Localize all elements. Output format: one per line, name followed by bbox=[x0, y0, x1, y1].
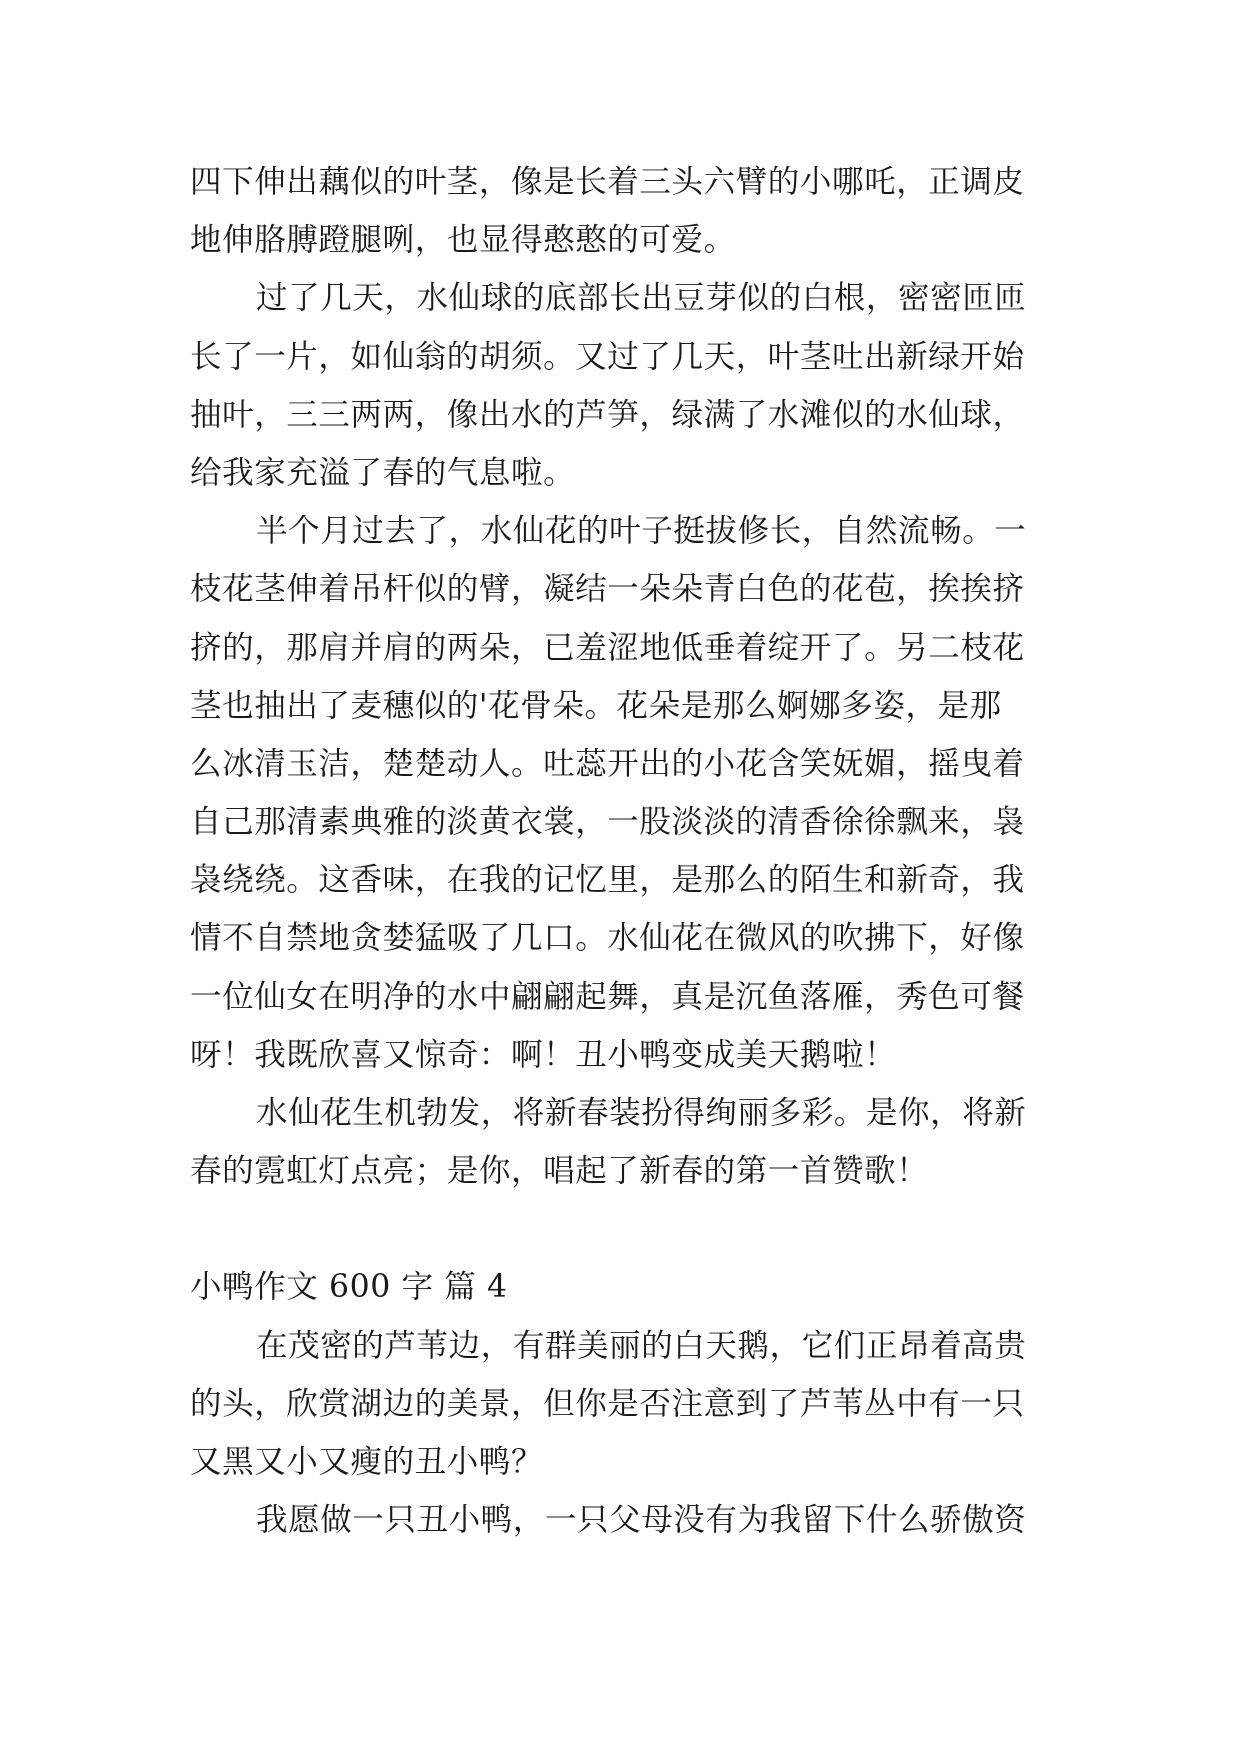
text-line: 又黑又小又瘦的丑小鸭？ bbox=[190, 1443, 544, 1480]
text-line: 呀！我既欣喜又惊奇：啊！丑小鸭变成美天鹅啦！ bbox=[190, 1036, 897, 1073]
text-line: 半个月过去了，水仙花的叶子挺拔修长，自然流畅。一 bbox=[256, 513, 1027, 550]
text-line: 枝花茎伸着吊杆似的臂，凝结一朵朵青白色的花苞，挨挨挤 bbox=[190, 571, 1025, 608]
text-line: 抽叶，三三两两，像出水的芦笋，绿满了水滩似的水仙球， bbox=[190, 396, 1025, 433]
text-line: 四下伸出藕似的叶茎，像是长着三头六臂的小哪吒，正调皮 bbox=[190, 164, 1025, 200]
paragraph bbox=[190, 269, 1052, 502]
text-line: 一位仙女在明净的水中翩翩起舞，真是沉鱼落雁，秀色可餐 bbox=[190, 978, 1025, 1015]
paragraph bbox=[190, 502, 1052, 1084]
text-line: 地伸胳膊蹬腿咧，也显得憨憨的可爱。 bbox=[190, 222, 736, 259]
text-line: 在茂密的芦苇边，有群美丽的白天鹅，它们正昂着高贵 bbox=[256, 1327, 1027, 1364]
text-line: 自己那清素典雅的淡黄衣裳，一股淡淡的清香徐徐飘来，袅 bbox=[190, 804, 1025, 841]
text-line: 水仙花生机勃发，将新春装扮得绚丽多彩。是你，将新 bbox=[256, 1095, 1027, 1131]
paragraph bbox=[190, 1491, 1052, 1549]
text-line: 茎也抽出了麦穗似的'花骨朵。花朵是那么婀娜多姿，是那 bbox=[190, 687, 1002, 724]
text-line: 挤的，那肩并肩的两朵，已羞涩地低垂着绽开了。另二枝花 bbox=[190, 629, 1025, 666]
text-line: 过了几天，水仙球的底部长出豆芽似的白根，密密匝匝 bbox=[256, 280, 1027, 317]
text-line: 我愿做一只丑小鸭，一只父母没有为我留下什么骄傲资 bbox=[256, 1502, 1027, 1539]
text-line: 春的霓虹灯点亮；是你，唱起了新春的第一首赞歌！ bbox=[190, 1153, 929, 1190]
text-line: 的头，欣赏湖边的美景，但你是否注意到了芦苇丛中有一只 bbox=[190, 1385, 1025, 1422]
text-line: 情不自禁地贪婪猛吸了几口。水仙花在微风的吹拂下，好像 bbox=[190, 920, 1025, 957]
section-title: 小鸭作文 600 字 篇 4 bbox=[190, 1269, 508, 1306]
text-line: 袅绕绕。这香味，在我的记忆里，是那么的陌生和新奇，我 bbox=[190, 862, 1025, 899]
document-page bbox=[190, 153, 1052, 1549]
section-spacer bbox=[190, 1200, 1052, 1258]
paragraph bbox=[190, 153, 1052, 269]
text-line: 么冰清玉洁，楚楚动人。吐蕊开出的小花含笑妩媚，摇曳着 bbox=[190, 745, 1025, 782]
text-line: 给我家充溢了春的气息啦。 bbox=[190, 454, 576, 491]
paragraph bbox=[190, 1084, 1052, 1200]
paragraph bbox=[190, 1317, 1052, 1492]
text-line: 长了一片，如仙翁的胡须。又过了几天，叶茎吐出新绿开始 bbox=[190, 338, 1025, 375]
